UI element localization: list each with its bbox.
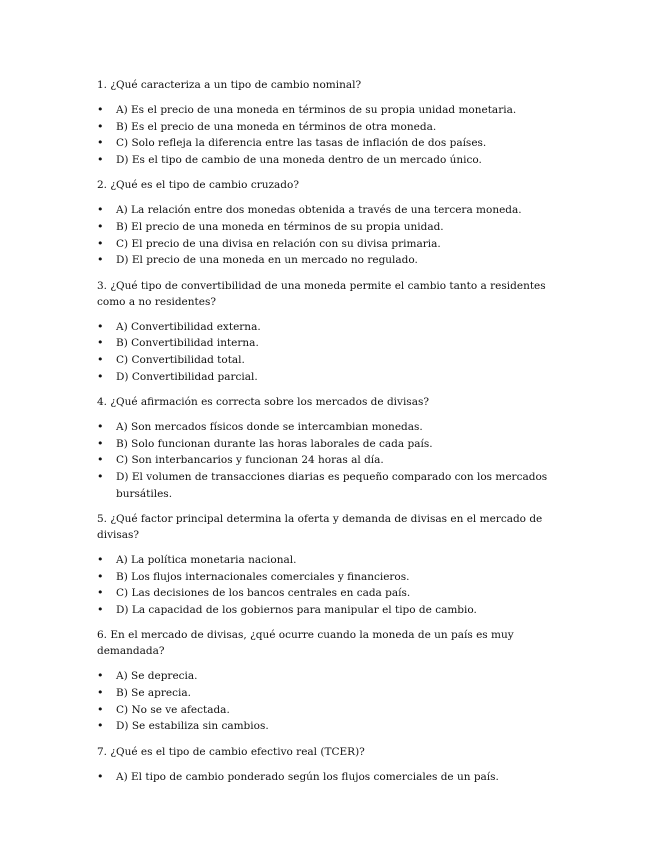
question-7-options [97,769,565,786]
question-4-option-d: • D) El volumen de transacciones diarias es pequeño comparado con los mercados bursátiles. [97,469,565,502]
question-list [97,77,565,794]
question-3-options [97,319,565,385]
question-1-option-b: • B) Es el precio de una moneda en términos de otra moneda. [97,119,565,136]
question-3-option-b: • B) Convertibilidad interna. [97,335,565,352]
question-3-option-a: • A) Convertibilidad externa. [97,319,565,336]
question-2-option-c: • C) El precio de una divisa en relación con su divisa primaria. [97,236,565,253]
question-3-option-c: • C) Convertibilidad total. [97,352,565,369]
question-2-option-b: • B) El precio de una moneda en términos de su propia unidad. [97,219,565,236]
question-1-options [97,102,565,168]
question-2-text: 2. ¿Qué es el tipo de cambio cruzado? [97,179,299,192]
question-4-option-b: • B) Solo funcionan durante las horas laborales de cada país. [97,436,565,453]
question-4-option-a: • A) Son mercados físicos donde se intercambian monedas. [97,419,565,436]
question-1-option-d: • D) Es el tipo de cambio de una moneda dentro de un mercado único. [97,152,565,169]
question-6-option-b: • B) Se aprecia. [97,685,565,702]
question-3-text: 3. ¿Qué tipo de convertibilidad de una moneda permite el cambio tanto a residentes como a no residentes? [97,279,546,308]
question-4-option-c: • C) Son interbancarios y funcionan 24 horas al día. [97,452,565,469]
question-4-text: 4. ¿Qué afirmación es correcta sobre los mercados de divisas? [97,396,429,409]
question-6-option-d: • D) Se estabiliza sin cambios. [97,718,565,735]
question-2-options [97,202,565,268]
question-6-text: 6. En el mercado de divisas, ¿qué ocurre cuando la moneda de un país es muy demandada? [97,629,514,658]
question-5-options [97,552,565,618]
question-3-option-d: • D) Convertibilidad parcial. [97,369,565,386]
question-2-option-d: • D) El precio de una moneda en un mercado no regulado. [97,252,565,269]
question-5-option-c: • C) Las decisiones de los bancos centrales en cada país. [97,585,565,602]
question-1-option-a: • A) Es el precio de una moneda en términos de su propia unidad monetaria. [97,102,565,119]
question-5-option-d: • D) La capacidad de los gobiernos para manipular el tipo de cambio. [97,602,565,619]
question-7-option-a: • A) El tipo de cambio ponderado según los flujos comerciales de un país. [97,769,565,786]
question-7-text: 7. ¿Qué es el tipo de cambio efectivo real (TCER)? [97,745,365,758]
question-6-options [97,668,565,734]
question-6-option-c: • C) No se ve afectada. [97,702,565,719]
question-5-option-b: • B) Los flujos internacionales comerciales y financieros. [97,569,565,586]
question-5-option-a: • A) La política monetaria nacional. [97,552,565,569]
question-2-option-a: • A) La relación entre dos monedas obtenida a través de una tercera moneda. [97,202,565,219]
question-4-options [97,419,565,502]
question-6-option-a: • A) Se deprecia. [97,668,565,685]
question-1-option-c: • C) Solo refleja la diferencia entre las tasas de inflación de dos países. [97,135,565,152]
question-5-text: 5. ¿Qué factor principal determina la oferta y demanda de divisas en el mercado de divisas? [97,513,543,542]
question-1-text: 1. ¿Qué caracteriza a un tipo de cambio nominal? [97,79,362,91]
